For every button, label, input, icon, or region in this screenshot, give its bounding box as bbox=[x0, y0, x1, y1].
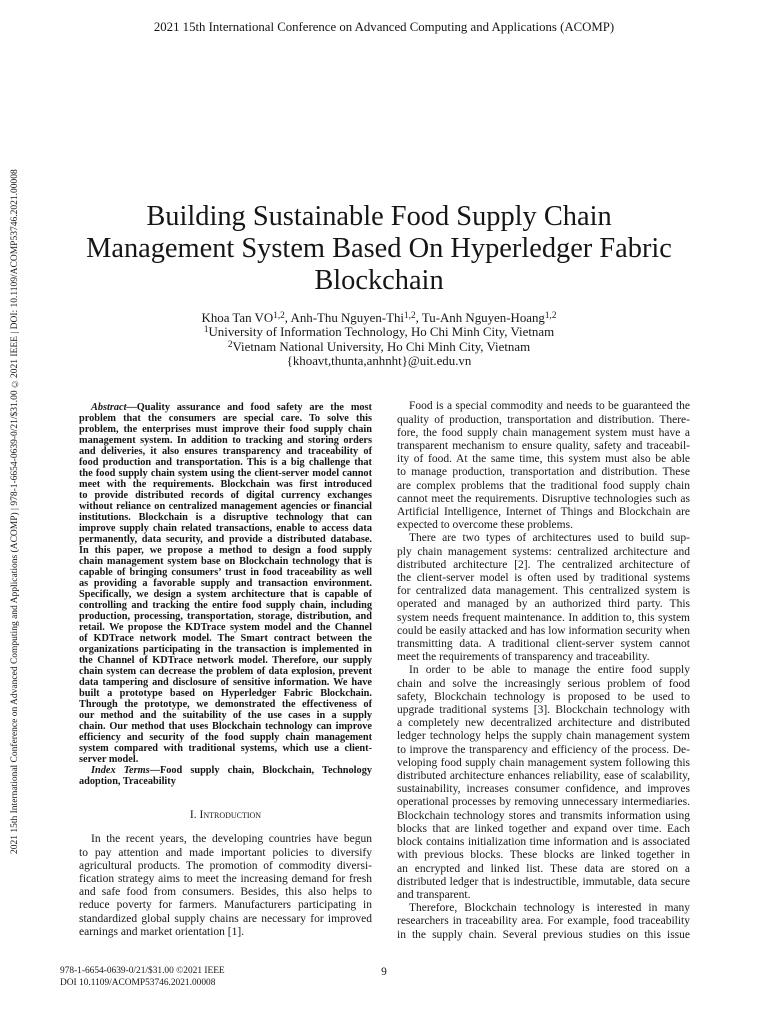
text-line bbox=[79, 402, 372, 413]
body-paragraph bbox=[397, 902, 690, 942]
affiliation-marker: 1,2 bbox=[404, 310, 416, 321]
text-line: transparent mechanism to ensure quality, safety and traceabil- bbox=[397, 440, 690, 452]
affiliation-marker: 2 bbox=[227, 339, 233, 350]
text-line: Artificial Intelligence, Internet of Things and Blockchain are bbox=[397, 506, 690, 519]
text-line: permanently, data security, and provide a distributed database. bbox=[79, 533, 372, 545]
text-line: without reliance on centralized management agencies or financial bbox=[79, 500, 372, 512]
text-line-content: —Food supply chain, Blockchain, Technology bbox=[149, 764, 372, 776]
text-line: server model. bbox=[79, 753, 139, 765]
text-line: and safe food from consumers. Besides, this also helps to bbox=[79, 886, 372, 899]
text-line: institutions. Blockchain is a disruptive technology that can bbox=[79, 511, 372, 523]
text-line: to provide distributed records of digital currency exchanges bbox=[79, 489, 372, 501]
text-line: controlling and tracking the entire food supply chain, including bbox=[79, 599, 372, 611]
text-line: Specifically, we design a system architecture that is capable of bbox=[79, 588, 372, 600]
text-line: There are two types of architectures used to build sup- bbox=[409, 532, 690, 545]
text-line: our method and the suitability of the use cases in a supply bbox=[79, 709, 372, 721]
text-line: block contains initialization time information and is associated bbox=[397, 836, 690, 849]
text-line: the food supply chain system using the client-server model cannot bbox=[79, 467, 372, 479]
text-line: expected to overcome these problems. bbox=[397, 519, 573, 532]
affiliation bbox=[35, 340, 723, 354]
text-line: to manage production, transportation and distribution. These bbox=[397, 466, 690, 479]
text-line: agricultural products. The promotion of commodity diversi- bbox=[79, 859, 372, 872]
author-name: Anh-Thu Nguyen-Thi bbox=[290, 311, 405, 325]
text-line: as providing a favorable supply and transaction environment. bbox=[79, 577, 372, 589]
text-line: reduce poverty for farmers. Manufacturers participating in bbox=[79, 899, 372, 912]
text-line: with previous blocks. These blocks are linked together in bbox=[397, 849, 690, 862]
text-line-content: —Quality assurance and food safety are the most bbox=[126, 401, 372, 413]
text-line: veloping food supply chain management system following this bbox=[397, 756, 690, 769]
footer-copyright: 978-1-6654-0639-0/21/$31.00 ©2021 IEEE bbox=[60, 966, 225, 976]
text-line: meet with the requirements. Blockchain was first introduced bbox=[79, 478, 372, 490]
text-line: for centralized data management. This centralized system is bbox=[397, 585, 690, 598]
introduction-body bbox=[79, 833, 372, 939]
body-paragraph bbox=[397, 664, 690, 902]
text-line: transmitting data. A traditional client-server system cannot bbox=[397, 638, 690, 651]
side-copyright-note: 2021 15th International Conference on Advanced Computing and Applications (ACOMP) | 978-1-6654-0639-0/21/$31.00 ©2021 IEEE | DOI: 10.1109/ACOMP53746.2021.00008 bbox=[10, 169, 20, 855]
text-line: In the recent years, the developing countries have begun bbox=[91, 833, 372, 846]
text-line: quality of production, transportation and distribution. There- bbox=[397, 413, 690, 426]
text-line: Blockchain technology stores and transmits information using bbox=[397, 809, 690, 822]
text-line: Therefore, Blockchain technology is interested in many bbox=[409, 902, 690, 915]
title-line: Building Sustainable Food Supply Chain bbox=[146, 201, 612, 232]
text-line: researchers in traceability area. For example, food traceability bbox=[397, 915, 690, 928]
paper-title bbox=[35, 201, 723, 297]
title-line: Management System Based On Hyperledger Fabric bbox=[86, 233, 672, 264]
text-line: In order to be able to manage the entire food supply bbox=[409, 664, 690, 677]
body-paragraph bbox=[79, 833, 372, 939]
text-line: production, processing, transportation, storage, distribution, and bbox=[79, 610, 372, 622]
text-line: to pay attention and made important policies to diversify bbox=[79, 846, 372, 859]
text-line: an encrypted and linked list. These data are stored on a bbox=[397, 862, 690, 875]
author-email: {khoavt,thunta,anhnht}@uit.edu.vn bbox=[286, 354, 472, 369]
text-line: Food is a special commodity and needs to be guaranteed the bbox=[409, 400, 690, 413]
text-line: cannot meet the requirements. Disruptive technologies such as bbox=[397, 492, 690, 505]
text-line: In this paper, we propose a method to design a food supply bbox=[79, 544, 372, 556]
text-line: efficiency and security of the food supply chain management bbox=[79, 731, 372, 743]
text-line: standardized global supply chains are necessary for improved bbox=[79, 912, 372, 925]
left-column bbox=[79, 402, 372, 940]
text-line: the client-server model is often used by traditional systems bbox=[397, 572, 690, 585]
affiliation bbox=[35, 325, 723, 339]
abstract bbox=[79, 402, 372, 787]
text-line: in the supply chain. Several previous studies on this issue bbox=[397, 928, 690, 941]
affiliation-marker: 1,2 bbox=[544, 310, 557, 321]
footer-copyright-block bbox=[60, 965, 225, 989]
footer-doi: DOI 10.1109/ACOMP53746.2021.00008 bbox=[60, 978, 216, 988]
right-column bbox=[397, 400, 690, 941]
page-number: 9 bbox=[381, 966, 387, 978]
text-line: are complex problems that the traditional food supply chain bbox=[397, 479, 690, 492]
text-line: a completely new decentralized architecture and distributed bbox=[397, 717, 690, 730]
text-line: and deliveries, it also ensures transparency and traceability of bbox=[79, 445, 372, 457]
text-line: Through the prototype, we demonstrated the effectiveness of bbox=[79, 698, 372, 710]
text-line: management system. In addition to tracking and storing orders bbox=[79, 434, 372, 446]
text-line: and transparent. bbox=[397, 888, 471, 901]
section-heading-introduction: I. Introduction bbox=[189, 808, 262, 821]
text-line: operated and managed by an authorized third party. This bbox=[397, 598, 690, 611]
text-line: upgrade traditional systems [3]. Blockchain technology with bbox=[397, 704, 690, 717]
text-line: problem, the enterprises must improve their food supply chain bbox=[79, 423, 372, 435]
text-line: earnings and market orientation [1]. bbox=[79, 925, 245, 938]
text-line: distributed architecture [2]. The centralized architecture of bbox=[397, 558, 690, 571]
body-paragraph bbox=[397, 400, 690, 532]
text-line: capable of bringing consumers’ trust in food traceability as well bbox=[79, 566, 372, 578]
text-line: fication strategy aims to meet the increasing demand for fresh bbox=[79, 873, 372, 885]
text-line: organizations participating in the transaction is implemented in bbox=[79, 643, 372, 655]
text-line: chain. Our method that uses Blockchain technology can improve bbox=[79, 720, 372, 732]
text-line: of KDTrace network model. The Smart contract between the bbox=[79, 632, 372, 644]
text-line: could be easily attacked and has low information security when bbox=[397, 624, 690, 637]
text-line: the Channel of KDTrace network model. Therefore, our supply bbox=[79, 654, 372, 666]
title-line: Blockchain bbox=[314, 265, 444, 296]
author-separator: , bbox=[284, 311, 291, 325]
text-line: sustainability, increases consumer confidence, and improves bbox=[397, 783, 690, 796]
text-line: ply chain management systems: centralized architecture and bbox=[397, 545, 690, 558]
text-line: system compared with traditional systems, which use a client- bbox=[79, 742, 372, 754]
text-line: meet the requirements of transparency and traceability. bbox=[397, 651, 650, 664]
text-line: distributed ledger that is indestructible, immutable, data secure bbox=[397, 875, 690, 888]
author-list bbox=[35, 311, 723, 325]
text-line: data tampering and disclosure of sensitive information. We have bbox=[79, 676, 372, 688]
author-name: Khoa Tan VO bbox=[201, 311, 274, 325]
author-block bbox=[35, 311, 723, 369]
abstract-label: Abstract bbox=[91, 401, 127, 413]
text-line: safety, Blockchain technology is proposed to be used to bbox=[397, 690, 690, 703]
text-line bbox=[79, 765, 372, 776]
text-line: food production and transportation. This is a big challenge that bbox=[79, 456, 372, 468]
text-line: chain system can decrease the problem of data explosion, prevent bbox=[79, 665, 372, 677]
text-line: built a prototype based on Hyperledger Fabric Blockchain. bbox=[79, 687, 372, 699]
text-line: retail. We propose the KDTrace system model and the Channel bbox=[79, 621, 372, 633]
author-separator: , bbox=[415, 311, 422, 325]
text-line: ledger technology helps the supply chain management system bbox=[397, 730, 690, 743]
text-line: chain and solve the increasingly serious problem of food bbox=[397, 677, 690, 690]
text-line: system needs frequent maintenance. In addition to, this system bbox=[397, 611, 690, 624]
running-header: 2021 15th International Conference on Advanced Computing and Applications (ACOMP) bbox=[153, 20, 615, 34]
affiliation-marker: 1 bbox=[203, 325, 209, 336]
text-line: blocks that are linked together and expand over time. Each bbox=[397, 822, 690, 835]
text-line: distributed architecture enhances reliability, ease of scalability, bbox=[397, 770, 690, 783]
text-line: fore, the food supply chain management system must have a bbox=[397, 426, 690, 439]
index-terms-label: Index Terms bbox=[91, 764, 150, 776]
body-paragraph bbox=[397, 532, 690, 664]
text-line: ity of food. At the same time, this system must also be able bbox=[397, 453, 690, 466]
affiliation-text: Vietnam National University, Ho Chi Minh City, Vietnam bbox=[232, 339, 531, 354]
text-line: improve supply chain related transactions, enable to access data bbox=[79, 522, 372, 534]
text-line: chain management system base on Blockchain technology that is bbox=[79, 555, 372, 567]
text-line: to improve the transparency and efficiency of the process. De- bbox=[397, 743, 690, 756]
abstract-paragraph bbox=[79, 402, 372, 765]
text-line: adoption, Traceability bbox=[79, 775, 176, 787]
author-name: Tu-Anh Nguyen-Hoang bbox=[421, 311, 545, 325]
text-line: problem that the consumers are special care. To solve this bbox=[79, 412, 372, 424]
affiliation-text: University of Information Technology, Ho Chi Minh City, Vietnam bbox=[208, 325, 555, 340]
text-line: operational processes by removing unnecessary intermediaries. bbox=[397, 796, 690, 809]
index-terms-paragraph bbox=[79, 765, 372, 787]
affiliation-marker: 1,2 bbox=[273, 310, 285, 321]
